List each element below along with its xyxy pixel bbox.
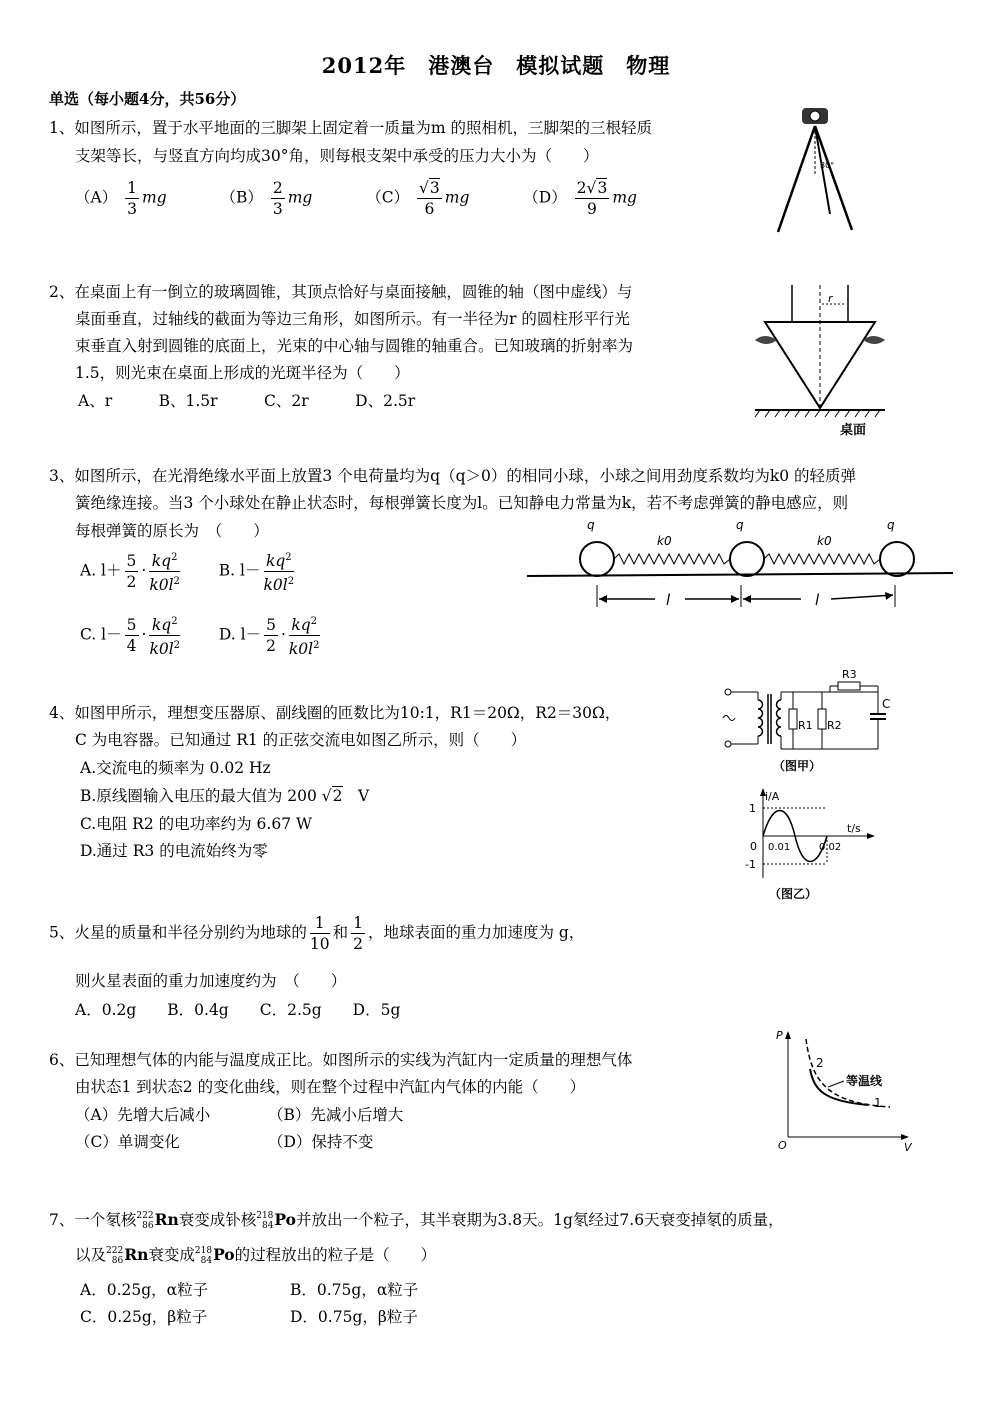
q2-options: A、r B、1.5r C、2r D、2.5r	[78, 392, 416, 410]
isotherm-label: 等温线	[846, 1074, 883, 1088]
q7-opt-a: A．0.25g，α粒子	[80, 1281, 209, 1299]
k0-label-1: k0	[657, 534, 672, 548]
tick-neg1: -1	[745, 858, 756, 871]
sine-graph	[735, 786, 885, 904]
q-label-3: q	[887, 518, 895, 532]
q7-line1: 7、一个氡核222 86Rn衰变成钋核218 84Po并放出一个粒子，其半衰期为3.8天。1g氡经过7.6天衰变掉氡的质量，	[49, 1210, 784, 1231]
l-label-1: l	[666, 591, 671, 609]
q5-frac-1: $\frac{1}{10}$	[309, 914, 330, 953]
l-label-2: l	[815, 591, 820, 609]
ac-source-icon	[723, 716, 735, 721]
q2-line2: 桌面垂直，过轴线的截面为等边三角形，如图所示。有一半径为r 的圆柱形平行光	[75, 310, 630, 328]
q7-opt-c: C．0.25g，β粒子	[80, 1308, 208, 1326]
q4-line2: C 为电容器。已知通过 R1 的正弦交流电如图乙所示，则（ ）	[75, 731, 527, 749]
r2-label: R2	[827, 719, 842, 732]
q1-frac-c: $\frac{√3}{6}$	[419, 179, 440, 218]
q1-frac-a: $\frac{1}{3}$	[127, 179, 138, 218]
q7-line2: 以及222 86Rn衰变成218 84Po的过程放出的粒子是（ ）	[75, 1245, 437, 1266]
axis-i-label: i/A	[765, 790, 780, 803]
q1-opt-b: （B）	[220, 188, 263, 207]
tick-1: 1	[749, 802, 756, 815]
q6-opt-c: （C）单调变化	[75, 1133, 180, 1151]
q6-opt-b: （B）先减小后增大	[268, 1106, 404, 1124]
page-title: 2012年 港澳台 模拟试题 物理	[321, 53, 671, 78]
transformer-circuit	[718, 664, 898, 776]
q3-line1: 3、如图所示，在光滑绝缘水平面上放置3 个电荷量均为q（q＞0）的相同小球，小球之间用劲度系数均为k0 的轻质弹	[49, 467, 857, 485]
q-label-1: q	[587, 518, 595, 532]
q4-opt-d: D.通过 R3 的电流始终为零	[80, 842, 268, 860]
q5-line1: 5、火星的质量和半径分别约为地球的 $\frac{1}{10}$ 和 $\frac{1}{2}$ ，地球表面的重力加速度为 g，	[49, 914, 585, 953]
tick-002: 0.02	[819, 842, 842, 853]
state-2-label: 2	[816, 1056, 824, 1070]
q2-line1: 2、在桌面上有一倒立的玻璃圆锥，其顶点恰好与桌面接触，圆锥的轴（图中虚线）与	[49, 283, 633, 301]
tick-001: 0.01	[768, 842, 791, 853]
tripod-figure	[770, 102, 870, 242]
tripod-angle: 30°	[820, 161, 835, 170]
q1-opt-a: （A）	[75, 188, 118, 207]
r3-label: R3	[842, 668, 857, 681]
k0-label-2: k0	[817, 534, 832, 548]
q3-options-row1: A. l＋ $\frac{5}{2}$ · $\frac{kq^2}{k0l^2}$ B. l－ $\frac{kq^2}{k0l^2}$	[80, 548, 297, 595]
q2-line4: 1.5，则光束在桌面上形成的光斑半径为（ ）	[75, 364, 410, 382]
q1-options: （A） $\frac{1}{3}$ mg （B） $\frac{2}{3}$ mg （C） $\frac{√3}{6}$ mg （D） $\frac{2√3}{9}$ mg	[75, 179, 637, 218]
q3-options-row2: C. l－ $\frac{5}{4}$ · $\frac{kq^2}{k0l^2}$ D. l－ $\frac{5}{2}$ · $\frac{kq^2}{k0l^2}$	[80, 612, 323, 659]
fig-yi-label: （图乙）	[769, 887, 818, 901]
q1-frac-d: $\frac{2√3}{9}$	[576, 179, 608, 218]
capacitor-label: C	[882, 697, 891, 711]
v-axis-label: V	[904, 1141, 912, 1154]
q6-line2: 由状态1 到状态2 的变化曲线，则在整个过程中汽缸内气体的内能（ ）	[75, 1078, 586, 1096]
cone-figure	[750, 280, 890, 440]
q5-options: A．0.2g B．0.4g C．2.5g D．5g	[75, 1001, 401, 1019]
q4-opt-b: B.原线圈输入电压的最大值为 200 √2 V	[80, 787, 370, 805]
q1-line2: 支架等长，与竖直方向均成30°角，则每根支架中承受的压力大小为（ ）	[75, 147, 599, 165]
axis-t-label: t/s	[847, 822, 861, 835]
fig-jia-label: （图甲）	[773, 759, 822, 773]
q5-frac-2: $\frac{1}{2}$	[353, 914, 363, 953]
q3-line2: 簧绝缘连接。当3 个小球处在静止状态时，每根弹簧长度为l。已知静电力常量为k，若不考虑弹簧的静电感应，则	[75, 494, 849, 512]
r1-label: R1	[798, 719, 813, 732]
q7-opt-d: D．0.75g，β粒子	[290, 1308, 418, 1326]
desk-label: 桌面	[840, 423, 867, 438]
cone-r-label: r	[828, 292, 833, 305]
q1-line1: 1、如图所示，置于水平地面的三脚架上固定着一质量为m 的照相机，三脚架的三根轻质	[49, 119, 652, 137]
pv-diagram	[770, 1025, 920, 1155]
spring-figure	[525, 515, 955, 615]
q3-line3: 每根弹簧的原长为 （ ）	[75, 522, 269, 540]
q4-opt-a: A.交流电的频率为 0.02 Hz	[80, 759, 271, 777]
q4-opt-c: C.电阻 R2 的电功率约为 6.67 W	[80, 815, 312, 833]
q-label-2: q	[736, 518, 744, 532]
section-heading: 单选（每小题4分，共56分）	[49, 90, 246, 108]
tick-0: 0	[750, 840, 757, 853]
q6-line1: 6、已知理想气体的内能与温度成正比。如图所示的实线为汽缸内一定质量的理想气体	[49, 1051, 633, 1069]
q7-opt-b: B．0.75g，α粒子	[290, 1281, 419, 1299]
q6-opt-a: （A）先增大后减小	[75, 1106, 211, 1124]
q2-line3: 束垂直入射到圆锥的底面上，光束的中心轴与圆锥的轴重合。已知玻璃的折射率为	[75, 337, 634, 355]
state-1-label: 1	[874, 1096, 882, 1110]
q1-opt-d: （D）	[523, 188, 567, 207]
q5-line2: 则火星表面的重力加速度约为 （ ）	[75, 972, 347, 990]
p-axis-label: P	[776, 1029, 783, 1042]
q1-frac-b: $\frac{2}{3}$	[272, 179, 283, 218]
q4-line1: 4、如图甲所示，理想变压器原、副线圈的匝数比为10:1，R1＝20Ω，R2＝30Ω，	[49, 704, 621, 722]
origin-label: O	[778, 1139, 787, 1152]
q6-opt-d: （D）保持不变	[268, 1133, 374, 1151]
q1-opt-c: （C）	[366, 188, 410, 207]
